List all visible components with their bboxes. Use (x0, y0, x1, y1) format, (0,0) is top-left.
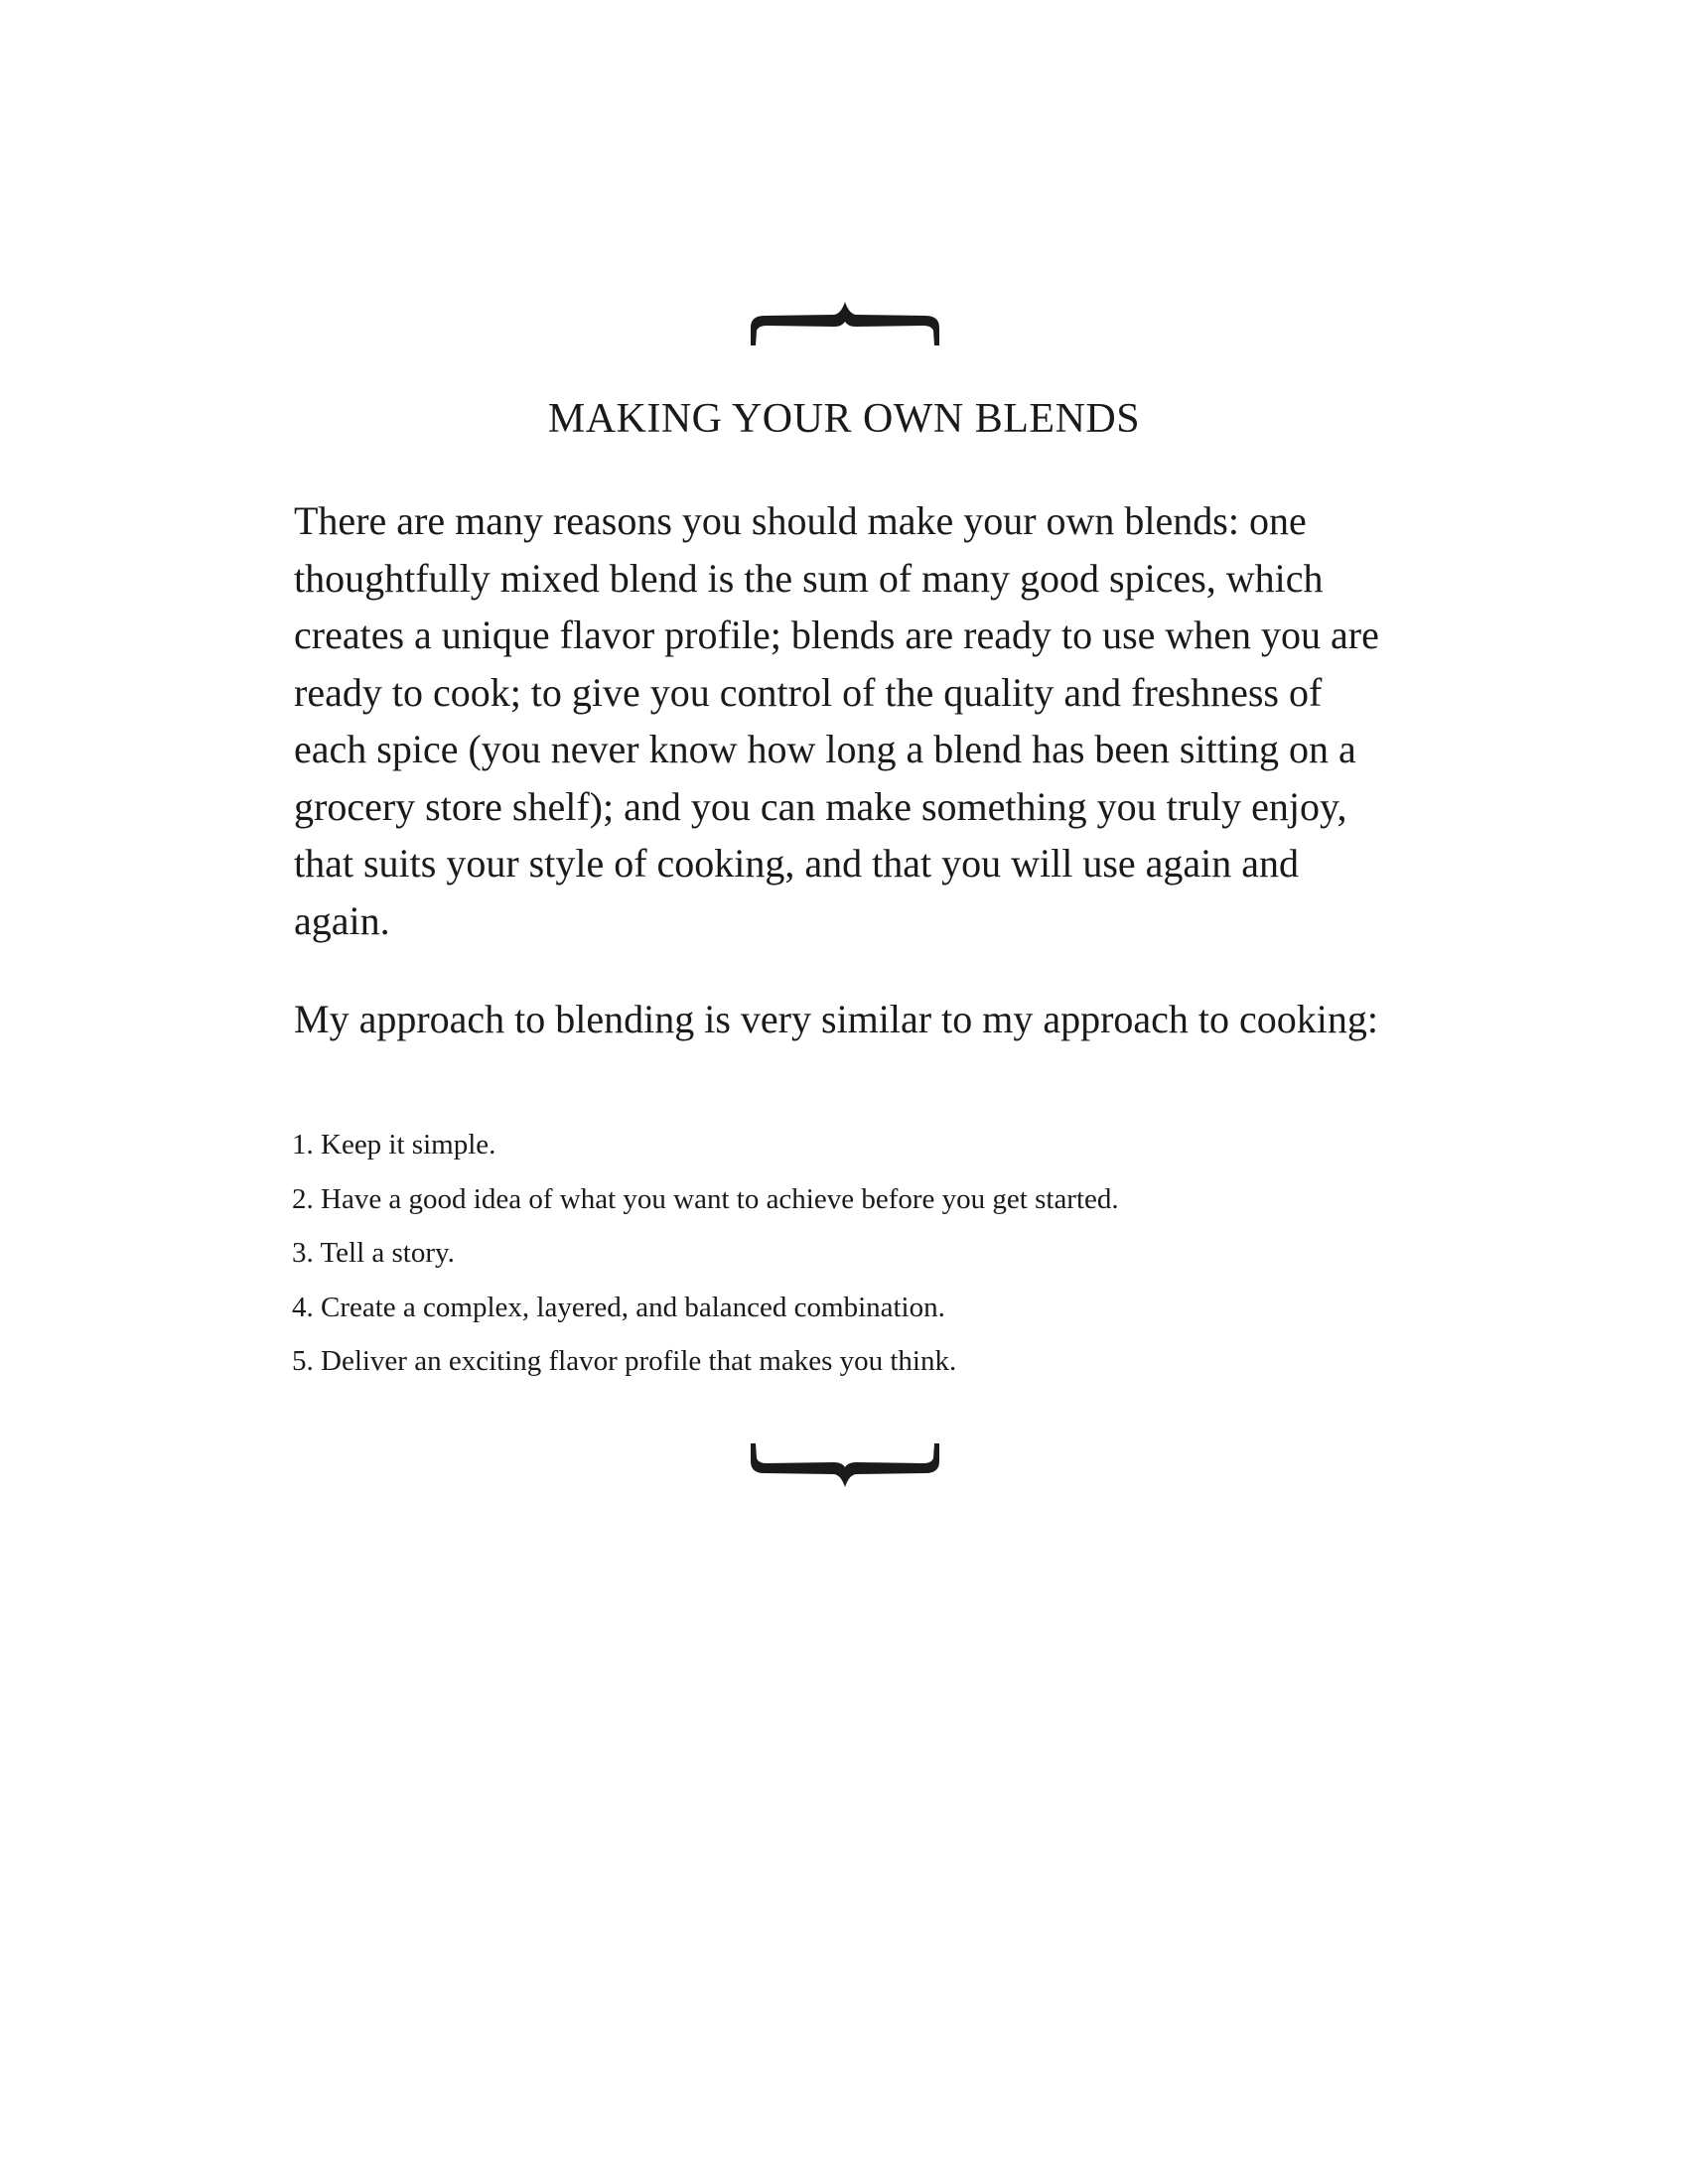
brace-top-ornament (749, 298, 941, 349)
list-item: 4. Create a complex, layered, and balanced combination. (292, 1291, 945, 1323)
steps-list (292, 1124, 1394, 1395)
list-item: 1. Keep it simple. (292, 1129, 496, 1160)
list-item: 2. Have a good idea of what you want to achieve before you get started. (292, 1182, 1119, 1215)
intro-paragraph: There are many reasons you should make your own blends: one thoughtfully mixed blend is the sum of many good spices, which creates a unique flavor profile; blends are ready to use when you are ready to cook; to give you control of the quality and freshness of each spice (you never know how long a blend has been sitting on a grocery store shelf); and you can make something you truly enjoy, that suits your style of cooking, and that you will use again and again. (294, 498, 1379, 943)
brace-bottom-ornament (749, 1439, 941, 1491)
approach-lead: My approach to blending is very similar to my approach to cooking: (294, 997, 1378, 1041)
list-item: 5. Deliver an exciting flavor profile that makes you think. (292, 1345, 957, 1377)
page-title: MAKING YOUR OWN BLENDS (547, 396, 1141, 442)
list-item: 3. Tell a story. (292, 1237, 455, 1269)
